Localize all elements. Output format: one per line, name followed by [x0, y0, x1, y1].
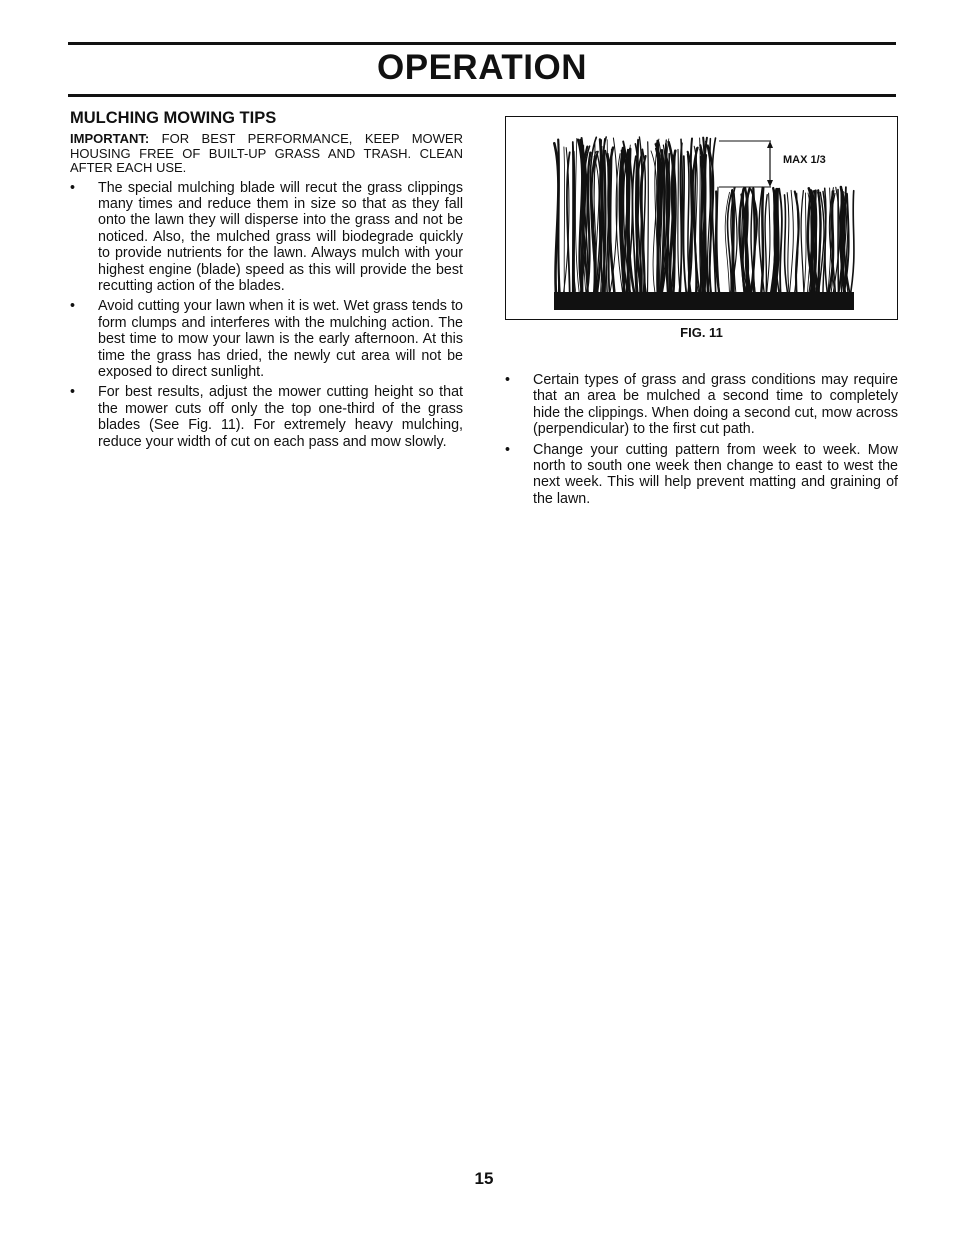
header-rule-top	[68, 42, 896, 45]
list-item	[505, 372, 898, 438]
max-label: MAX 1/3	[783, 154, 826, 166]
page-number: 15	[474, 1169, 494, 1188]
list-item-text: Avoid cutting your lawn when it is wet. Wet grass tends to form clumps and interferes with the mulching action. The best time to mow your lawn is the early afternoon. At this time the grass has dried, the newly cut area will not be exposed to direct sunlight.	[98, 298, 463, 380]
grass-blade	[683, 156, 687, 302]
section-heading: MULCHING MOWING TIPS	[70, 109, 277, 127]
figure-grass-height	[505, 116, 898, 320]
bullet-icon: •	[70, 384, 76, 401]
grass-blade	[849, 191, 854, 302]
grass-blade	[647, 142, 648, 302]
list-item	[505, 442, 898, 508]
bullet-icon: •	[505, 441, 511, 458]
arrow-down-icon	[767, 180, 773, 187]
list-item-text: The special mulching blade will recut the grass clippings many times and reduce them in size so that as they fall onto the lawn they will disperse into the grass and not be noticed. Also, the mulched grass will biodegrade quickly to provide nutrients for the lawn. Always mulch with your highest engine (blade) speed as this will provide the best recutting action of the blades.	[98, 179, 463, 294]
important-text: FOR BEST PERFORMANCE, KEEP MOWER HOUSING FREE OF BUILT-UP GRASS AND TRASH. CLEAN AFTER EACH USE.	[70, 131, 463, 175]
bullet-icon: •	[70, 298, 76, 315]
grass-blade	[825, 188, 829, 302]
page-title: OPERATION	[377, 48, 587, 87]
arrow-up-icon	[767, 141, 773, 148]
header-rule-bottom	[68, 94, 896, 97]
grass-blade	[801, 191, 804, 302]
grass-blade	[841, 187, 842, 302]
grass-blade	[789, 190, 794, 302]
grass-blade	[611, 149, 617, 302]
list-item	[70, 180, 463, 295]
important-label: IMPORTANT:	[70, 131, 150, 146]
list-item-text: For best results, adjust the mower cutting height so that the mower cuts off only the top one-third of the grass blades (See Fig. 11). For extremely heavy mulching, reduce your width of cut on each pass and mow slowly.	[98, 384, 463, 450]
bullet-icon: •	[505, 372, 511, 388]
grass-blade	[564, 147, 565, 302]
grass-illustration	[506, 117, 896, 318]
important-note	[70, 132, 463, 176]
right-column	[505, 372, 898, 511]
grass-blade	[567, 152, 570, 302]
grass-blade	[554, 143, 558, 302]
list-item	[70, 298, 463, 380]
left-column	[70, 108, 463, 454]
grass-blade	[716, 192, 721, 303]
bullet-icon: •	[70, 179, 76, 196]
grass-blade	[642, 149, 643, 302]
list-item-text: Change your cutting pattern from week to week. Mow north to south one week then change to east to west the next week. This will help prevent matting and graining of the lawn.	[533, 441, 898, 507]
list-item-text: Certain types of grass and grass conditions may require that an area be mulched a second time to completely hide the clippings. When doing a second cut, mow across (perpendicular) to the first cut path.	[533, 372, 898, 438]
list-item	[70, 384, 463, 450]
grass-blade	[787, 193, 790, 302]
grass-blade	[779, 189, 782, 302]
left-bullet-list	[70, 180, 463, 451]
grass-base	[554, 292, 854, 310]
right-bullet-list	[505, 372, 898, 507]
figure-caption: FIG. 11	[680, 325, 723, 340]
